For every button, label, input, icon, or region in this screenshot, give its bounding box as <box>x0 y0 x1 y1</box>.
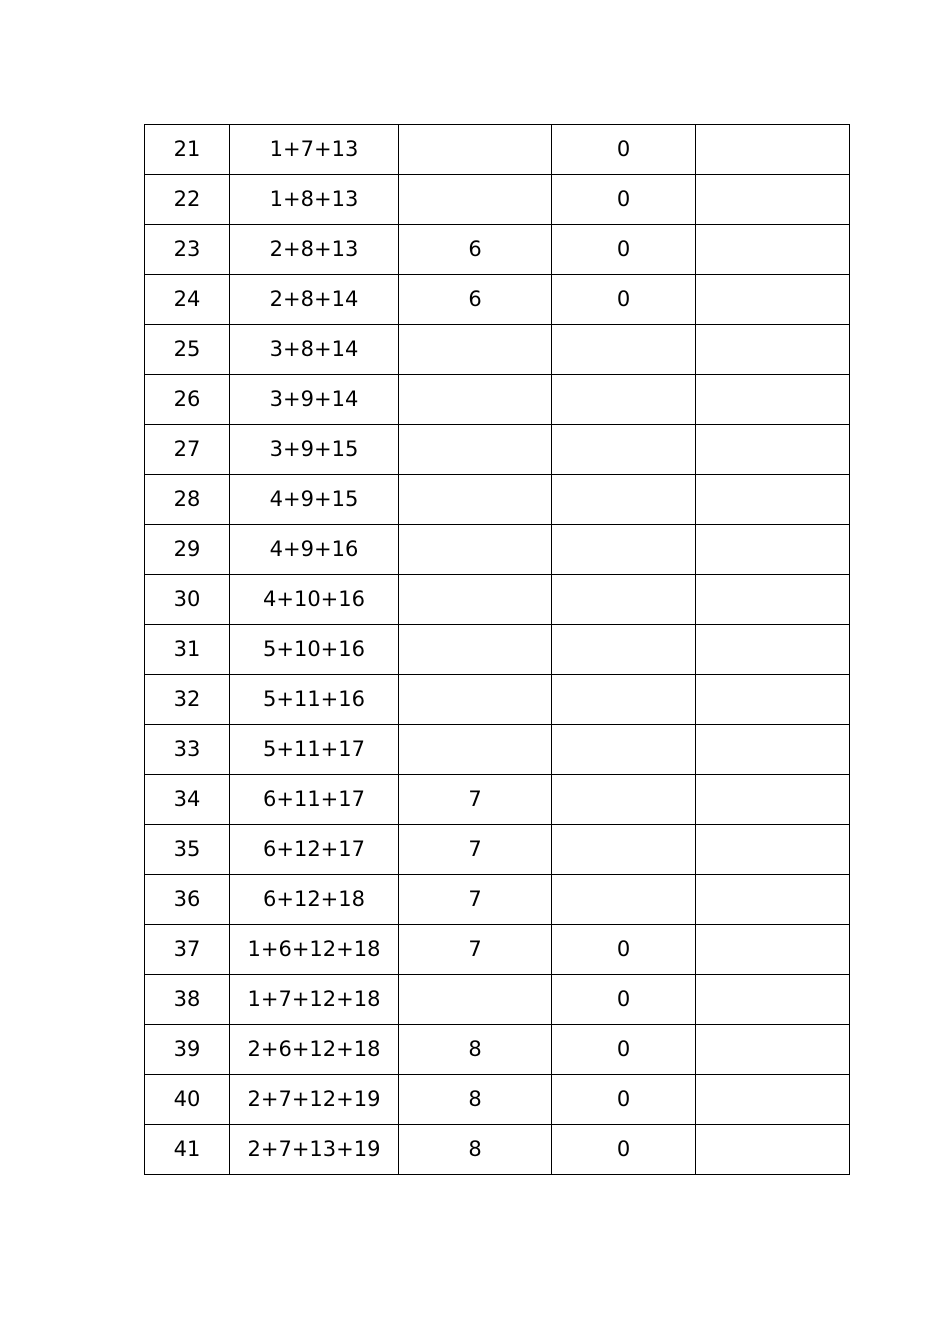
sum-expression-cell: 4+10+16 <box>230 575 399 625</box>
value-cell: 7 <box>399 825 552 875</box>
table-row <box>145 425 850 475</box>
empty-cell <box>696 675 850 725</box>
table-row <box>145 275 850 325</box>
table-row <box>145 575 850 625</box>
value-cell <box>399 125 552 175</box>
empty-cell <box>696 775 850 825</box>
data-table <box>144 124 850 1175</box>
table-row <box>145 975 850 1025</box>
sum-expression-cell: 2+7+13+19 <box>230 1125 399 1175</box>
sum-expression-cell: 1+7+12+18 <box>230 975 399 1025</box>
row-number-cell: 22 <box>145 175 230 225</box>
value-cell <box>399 575 552 625</box>
sum-expression-cell: 6+11+17 <box>230 775 399 825</box>
row-number-cell: 21 <box>145 125 230 175</box>
zero-cell <box>552 375 696 425</box>
row-number-cell: 28 <box>145 475 230 525</box>
empty-cell <box>696 825 850 875</box>
empty-cell <box>696 475 850 525</box>
empty-cell <box>696 625 850 675</box>
empty-cell <box>696 175 850 225</box>
empty-cell <box>696 575 850 625</box>
empty-cell <box>696 425 850 475</box>
value-cell: 7 <box>399 925 552 975</box>
sum-expression-cell: 1+8+13 <box>230 175 399 225</box>
sum-expression-cell: 1+6+12+18 <box>230 925 399 975</box>
table-row <box>145 125 850 175</box>
row-number-cell: 38 <box>145 975 230 1025</box>
empty-cell <box>696 375 850 425</box>
empty-cell <box>696 725 850 775</box>
row-number-cell: 39 <box>145 1025 230 1075</box>
zero-cell <box>552 825 696 875</box>
zero-cell <box>552 525 696 575</box>
sum-expression-cell: 1+7+13 <box>230 125 399 175</box>
empty-cell <box>696 275 850 325</box>
value-cell: 8 <box>399 1025 552 1075</box>
row-number-cell: 40 <box>145 1075 230 1125</box>
row-number-cell: 30 <box>145 575 230 625</box>
empty-cell <box>696 525 850 575</box>
sum-expression-cell: 2+7+12+19 <box>230 1075 399 1125</box>
row-number-cell: 41 <box>145 1125 230 1175</box>
value-cell <box>399 525 552 575</box>
value-cell: 7 <box>399 875 552 925</box>
zero-cell <box>552 425 696 475</box>
sum-expression-cell: 4+9+15 <box>230 475 399 525</box>
table-row <box>145 175 850 225</box>
table-row <box>145 925 850 975</box>
row-number-cell: 34 <box>145 775 230 825</box>
zero-cell: 0 <box>552 1025 696 1075</box>
sum-expression-cell: 5+11+17 <box>230 725 399 775</box>
table-row <box>145 525 850 575</box>
value-cell <box>399 975 552 1025</box>
zero-cell <box>552 725 696 775</box>
sum-expression-cell: 2+8+14 <box>230 275 399 325</box>
zero-cell <box>552 325 696 375</box>
row-number-cell: 23 <box>145 225 230 275</box>
table-row <box>145 775 850 825</box>
zero-cell: 0 <box>552 1125 696 1175</box>
empty-cell <box>696 975 850 1025</box>
table-row <box>145 225 850 275</box>
zero-cell: 0 <box>552 275 696 325</box>
value-cell: 8 <box>399 1075 552 1125</box>
empty-cell <box>696 125 850 175</box>
value-cell: 6 <box>399 225 552 275</box>
empty-cell <box>696 225 850 275</box>
zero-cell: 0 <box>552 1075 696 1125</box>
zero-cell <box>552 475 696 525</box>
zero-cell: 0 <box>552 225 696 275</box>
table-row <box>145 325 850 375</box>
value-cell <box>399 625 552 675</box>
row-number-cell: 32 <box>145 675 230 725</box>
value-cell <box>399 175 552 225</box>
zero-cell: 0 <box>552 925 696 975</box>
empty-cell <box>696 1025 850 1075</box>
zero-cell: 0 <box>552 975 696 1025</box>
zero-cell <box>552 575 696 625</box>
row-number-cell: 33 <box>145 725 230 775</box>
sum-expression-cell: 5+10+16 <box>230 625 399 675</box>
sum-expression-cell: 6+12+18 <box>230 875 399 925</box>
row-number-cell: 35 <box>145 825 230 875</box>
zero-cell <box>552 625 696 675</box>
sum-expression-cell: 5+11+16 <box>230 675 399 725</box>
zero-cell: 0 <box>552 125 696 175</box>
table-row <box>145 375 850 425</box>
sum-expression-cell: 3+9+15 <box>230 425 399 475</box>
empty-cell <box>696 875 850 925</box>
value-cell <box>399 675 552 725</box>
zero-cell: 0 <box>552 175 696 225</box>
zero-cell <box>552 775 696 825</box>
table-row <box>145 875 850 925</box>
row-number-cell: 26 <box>145 375 230 425</box>
table-row <box>145 625 850 675</box>
table-row <box>145 725 850 775</box>
sum-expression-cell: 4+9+16 <box>230 525 399 575</box>
row-number-cell: 31 <box>145 625 230 675</box>
sum-expression-cell: 3+8+14 <box>230 325 399 375</box>
value-cell: 7 <box>399 775 552 825</box>
value-cell <box>399 325 552 375</box>
table-row <box>145 675 850 725</box>
table-row <box>145 1075 850 1125</box>
row-number-cell: 36 <box>145 875 230 925</box>
table-row <box>145 1025 850 1075</box>
sum-expression-cell: 3+9+14 <box>230 375 399 425</box>
table-row <box>145 475 850 525</box>
value-cell <box>399 475 552 525</box>
table-row <box>145 1125 850 1175</box>
value-cell: 6 <box>399 275 552 325</box>
empty-cell <box>696 925 850 975</box>
sum-expression-cell: 6+12+17 <box>230 825 399 875</box>
empty-cell <box>696 325 850 375</box>
row-number-cell: 29 <box>145 525 230 575</box>
value-cell <box>399 725 552 775</box>
row-number-cell: 27 <box>145 425 230 475</box>
table-row <box>145 825 850 875</box>
sum-expression-cell: 2+8+13 <box>230 225 399 275</box>
row-number-cell: 37 <box>145 925 230 975</box>
zero-cell <box>552 675 696 725</box>
value-cell <box>399 375 552 425</box>
sum-expression-cell: 2+6+12+18 <box>230 1025 399 1075</box>
table-body <box>145 125 850 1175</box>
value-cell <box>399 425 552 475</box>
value-cell: 8 <box>399 1125 552 1175</box>
row-number-cell: 24 <box>145 275 230 325</box>
empty-cell <box>696 1075 850 1125</box>
zero-cell <box>552 875 696 925</box>
row-number-cell: 25 <box>145 325 230 375</box>
empty-cell <box>696 1125 850 1175</box>
